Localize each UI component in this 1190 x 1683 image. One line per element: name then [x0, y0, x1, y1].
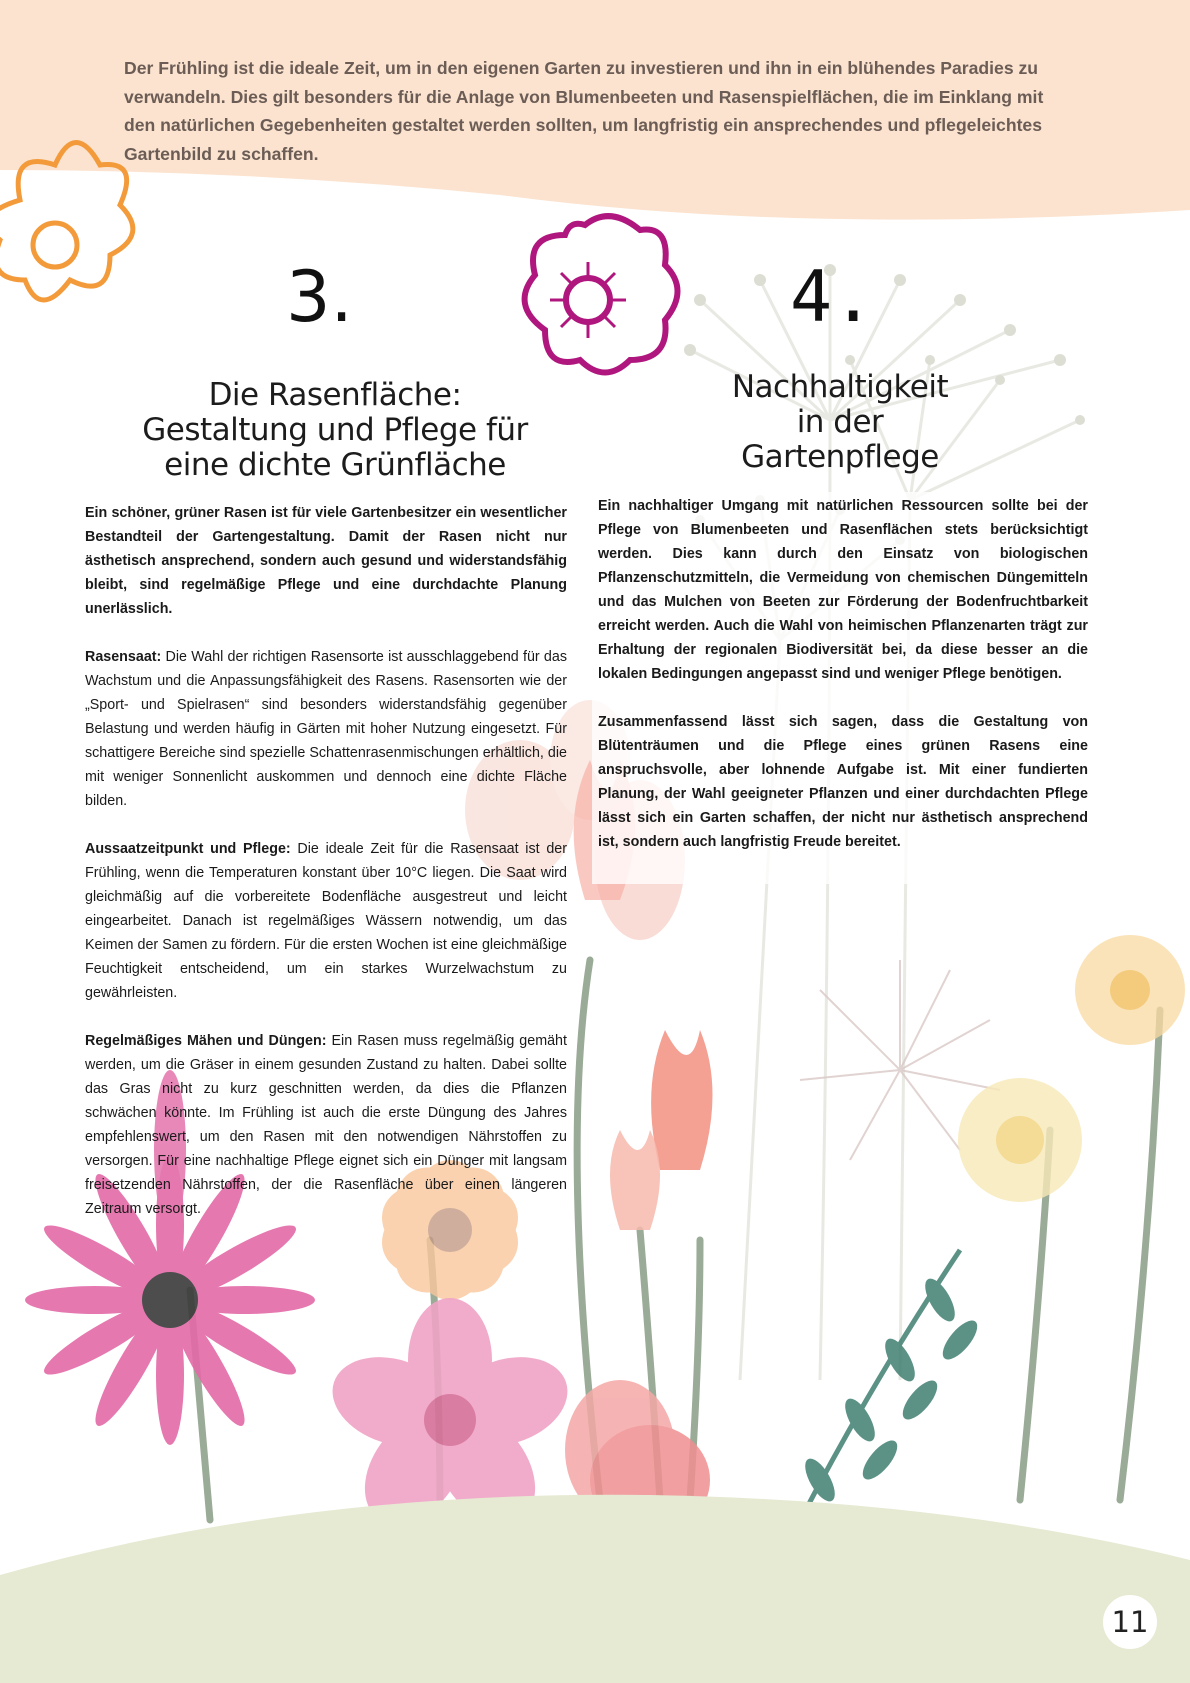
bottom-band — [0, 1495, 1190, 1683]
section-4-paragraph: Ein nachhaltiger Umgang mit natürlichen Ressourcen sollte bei der Pflege von Blumenbeeten und Rasenflächen stets berücksichtigt werden. Dies kann durch den Einsatz von biologischen Pflanzenschutzmitteln, die Vermeidung von chemischen Düngemitteln und das Mulchen von Beeten zur Förderung der Bodenfruchtbarkeit erreicht werden. Auch die Wahl von heimischen Pflanzenarten trägt zur Erhaltung der regionalen Biodiversität bei, da diese besser an die lokalen Bedingungen angepasst sind und weniger Pflege benötigen. — [598, 498, 1088, 682]
section-3-title-line: eine dichte Grünfläche — [164, 447, 506, 483]
paragraph-label: Regelmäßiges Mähen und Düngen: — [85, 1033, 327, 1049]
intro-text: Der Frühling ist die ideale Zeit, um in den eigenen Garten zu investieren und ihn in ein blühendes Paradies zu verwandeln. Dies gilt besonders für die Anlage von Blumenbeeten und Rasenspielflächen, die im Einklang mit den natürlichen Gegebenheiten gestaltet werden sollten, um langfristig ein ansprechendes und pflegeleichtes Gartenbild zu schaffen. — [124, 58, 1044, 164]
section-3-title-line: Gestaltung und Pflege für — [142, 412, 528, 448]
paragraph-text: Die Wahl der richtigen Rasensorte ist ausschlaggebend für das Wachstum und die Anpassungsfähigkeit des Rasens. Rasensorten wie der „Sport- und Spielrasen“ sind besonders widerstandsfähig gegenüber Belastung und werden häufig in Gärten mit hoher Nutzung eingesetzt. Für schattigere Bereiche sind spezielle Schattenrasenmischungen erhältlich, die mit weniger Sonnenlicht auskommen und dennoch eine dichte Fläche bilden. — [85, 649, 567, 809]
paragraph-label: Aussaatzeitpunkt und Pflege: — [85, 841, 291, 857]
paragraph-label: Rasensaat: — [85, 649, 162, 665]
section-4-body — [592, 492, 1094, 884]
paragraph-text: Die ideale Zeit für die Rasensaat ist der Frühling, wenn die Temperaturen konstant über 10°C liegen. Die Saat wird gleichmäßig auf die vorbereitete Bodenfläche ausgestreut und leicht eingearbeitet. Danach ist regelmäßiges Wässern notwendig, um das Keimen der Samen zu fördern. Für die ersten Wochen ist eine gleichmäßige Feuchtigkeit entscheidend, um ein starkes Wurzelwachstum zu gewährleisten. — [85, 841, 567, 1001]
section-3-title-line: Die Rasenfläche: — [208, 377, 462, 413]
yellow-flower-2-center — [1110, 970, 1150, 1010]
section-3-paragraph — [85, 837, 567, 1005]
section-4-title-line: Gartenpflege — [741, 439, 939, 475]
section-3-paragraph — [85, 645, 567, 813]
section-3-body — [85, 501, 567, 1245]
section-3-title — [95, 378, 575, 483]
page-number: 11 — [1103, 1595, 1157, 1649]
paragraph-text: Ein Rasen muss regelmäßig gemäht werden, um die Gräser in einem gesunden Zustand zu halten. Dabei sollte das Gras nicht zu kurz geschnitten werden, da dies die Pflanzen schwächen könnte. Im Frühling ist auch die erste Düngung des Jahres empfehlenswert, um den Rasen mit den notwendigen Nährstoffen zu versorgen. Für eine nachhaltige Pflege eignet sich ein Dünger mit langsam freisetzenden Nährstoffen, der die Rasenfläche über einen längeren Zeitraum versorgt. — [85, 1033, 567, 1217]
section-4-title-line: in der — [796, 404, 884, 440]
section-3-number: 3. — [286, 256, 353, 338]
section-4-number: 4. — [790, 256, 875, 338]
magenta-outline-flower — [525, 216, 678, 372]
yellow-flower-center — [996, 1116, 1044, 1164]
section-3-paragraph — [85, 1029, 567, 1221]
section-4-paragraph: Zusammenfassend lässt sich sagen, dass die Gestaltung von Blütenträumen und die Pflege eines grünen Rasens eine anspruchsvolle, aber lohnende Aufgabe ist. Mit einer fundierten Planung, der Wahl geeigneter Pflanzen und einer durchdachten Pflege lässt sich ein Garten schaffen, der nicht nur ästhetisch ansprechend ist, sondern auch langfristig Freude bereitet. — [598, 714, 1088, 850]
section-4-title — [680, 370, 1000, 475]
section-3-lead: Ein schöner, grüner Rasen ist für viele Gartenbesitzer ein wesentlicher Bestandteil der Gartengestaltung. Damit der Rasen nicht nur ästhetisch ansprechend, sondern auch gesund und widerstandsfähig bleibt, sind regelmäßige Pflege und eine durchdachte Planung unerlässlich. — [85, 505, 567, 617]
section-4-title-line: Nachhaltigkeit — [731, 369, 949, 405]
